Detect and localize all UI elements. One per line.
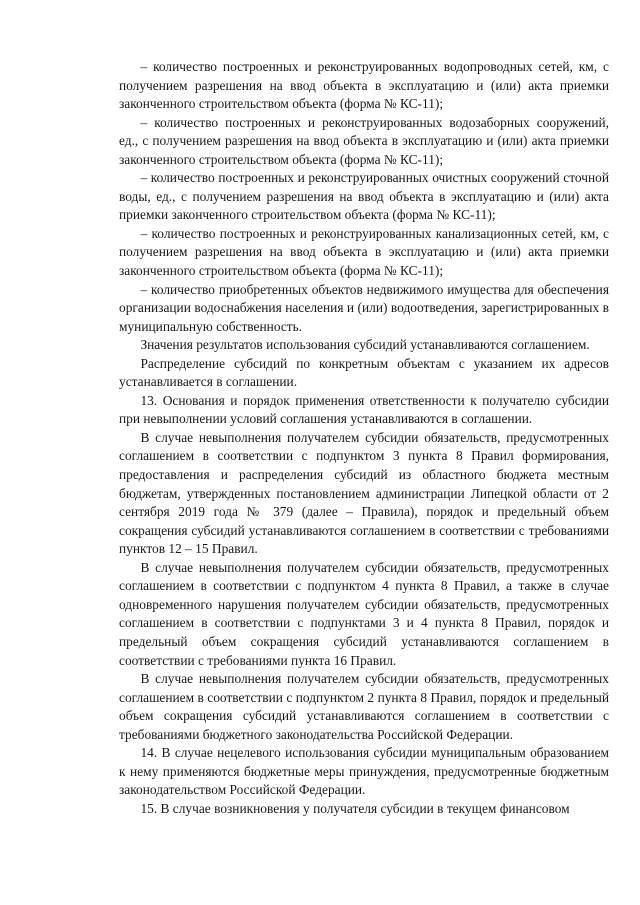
paragraph-treatment-facilities: – количество построенных и реконструированных очистных сооружений сточной воды, ед., с получением разрешения на ввод объекта в эксплуатацию и (или) акта приемки законченного строительством объекта (форма № КС-11); bbox=[119, 170, 609, 223]
paragraph-water-networks: – количество построенных и реконструированных водопроводных сетей, км, с получением разрешения на ввод объекта в эксплуатацию и (или) акта приемки законченного строительством объекта (форма № КС-11); bbox=[119, 59, 609, 112]
paragraph-water-intake: – количество построенных и реконструированных водозаборных сооружений, ед., с получением разрешения на ввод объекта в эксплуатацию и (или) акта приемки законченного строительством объекта (форма № КС-11); bbox=[119, 114, 609, 167]
document-page bbox=[119, 58, 609, 818]
paragraph-real-estate: – количество приобретенных объектов недвижимого имущества для обеспечения организации водоснабжения населения и (или) водоотведения, зарегистрированных в муниципальную собственность. bbox=[119, 281, 609, 334]
paragraph-result-values: Значения результатов использования субсидий устанавливаются соглашением. bbox=[140, 337, 590, 353]
paragraph-subpoint-3: В случае невыполнения получателем субсидии обязательств, предусмотренных соглашением в соответствии с подпунктом 3 пункта 8 Правил формирования, предоставления и распределения субсидий из областного бюджета местным бюджетам, утвержденных постановлением администрации Липецкой области от 2 сентября 2019 года № 379 (далее – Правила), порядок и предельный объем сокращения субсидий устанавливаются соглашением в соответствии с требованиями пунктов 12 – 15 Правил. bbox=[119, 429, 609, 557]
paragraph-section-14: 14. В случае нецелевого использования субсидии муниципальным образованием к нему применяются бюджетные меры принуждения, предусмотренные бюджетным законодательством Российской Федерации. bbox=[119, 745, 609, 798]
paragraph-section-15: 15. В случае возникновения у получателя субсидии в текущем финансовом bbox=[140, 800, 570, 816]
paragraph-distribution: Распределение субсидий по конкретным объектам с указанием их адресов устанавливается в соглашении. bbox=[119, 355, 609, 390]
paragraph-subpoint-2: В случае невыполнения получателем субсидии обязательств, предусмотренных соглашением в соответствии с подпунктом 2 пункта 8 Правил, порядок и предельный объем сокращения субсидий устанавливаются соглашением в соответствии с требованиями бюджетного законодательства Российской Федерации. bbox=[119, 671, 609, 742]
paragraph-sewer-networks: – количество построенных и реконструированных канализационных сетей, км, с получением разрешения на ввод объекта в эксплуатацию и (или) акта приемки законченного строительством объекта (форма № КС-11); bbox=[119, 225, 609, 279]
paragraph-section-13: 13. Основания и порядок применения ответственности к получателю субсидии при невыполнении условий соглашения устанавливаются в соглашении. bbox=[119, 392, 609, 427]
paragraph-subpoint-4: В случае невыполнения получателем субсидии обязательств, предусмотренных соглашением в соответствии с подпунктом 4 пункта 8 Правил, а также в случае одновременного нарушения получателем субсидии обязательств, предусмотренных соглашением в соответствии с подпунктами 3 и 4 пункта 8 Правил, порядок и предельный объем сокращения субсидий устанавливаются соглашением в соответствии с требованиями пункта 16 Правил. bbox=[119, 559, 609, 668]
